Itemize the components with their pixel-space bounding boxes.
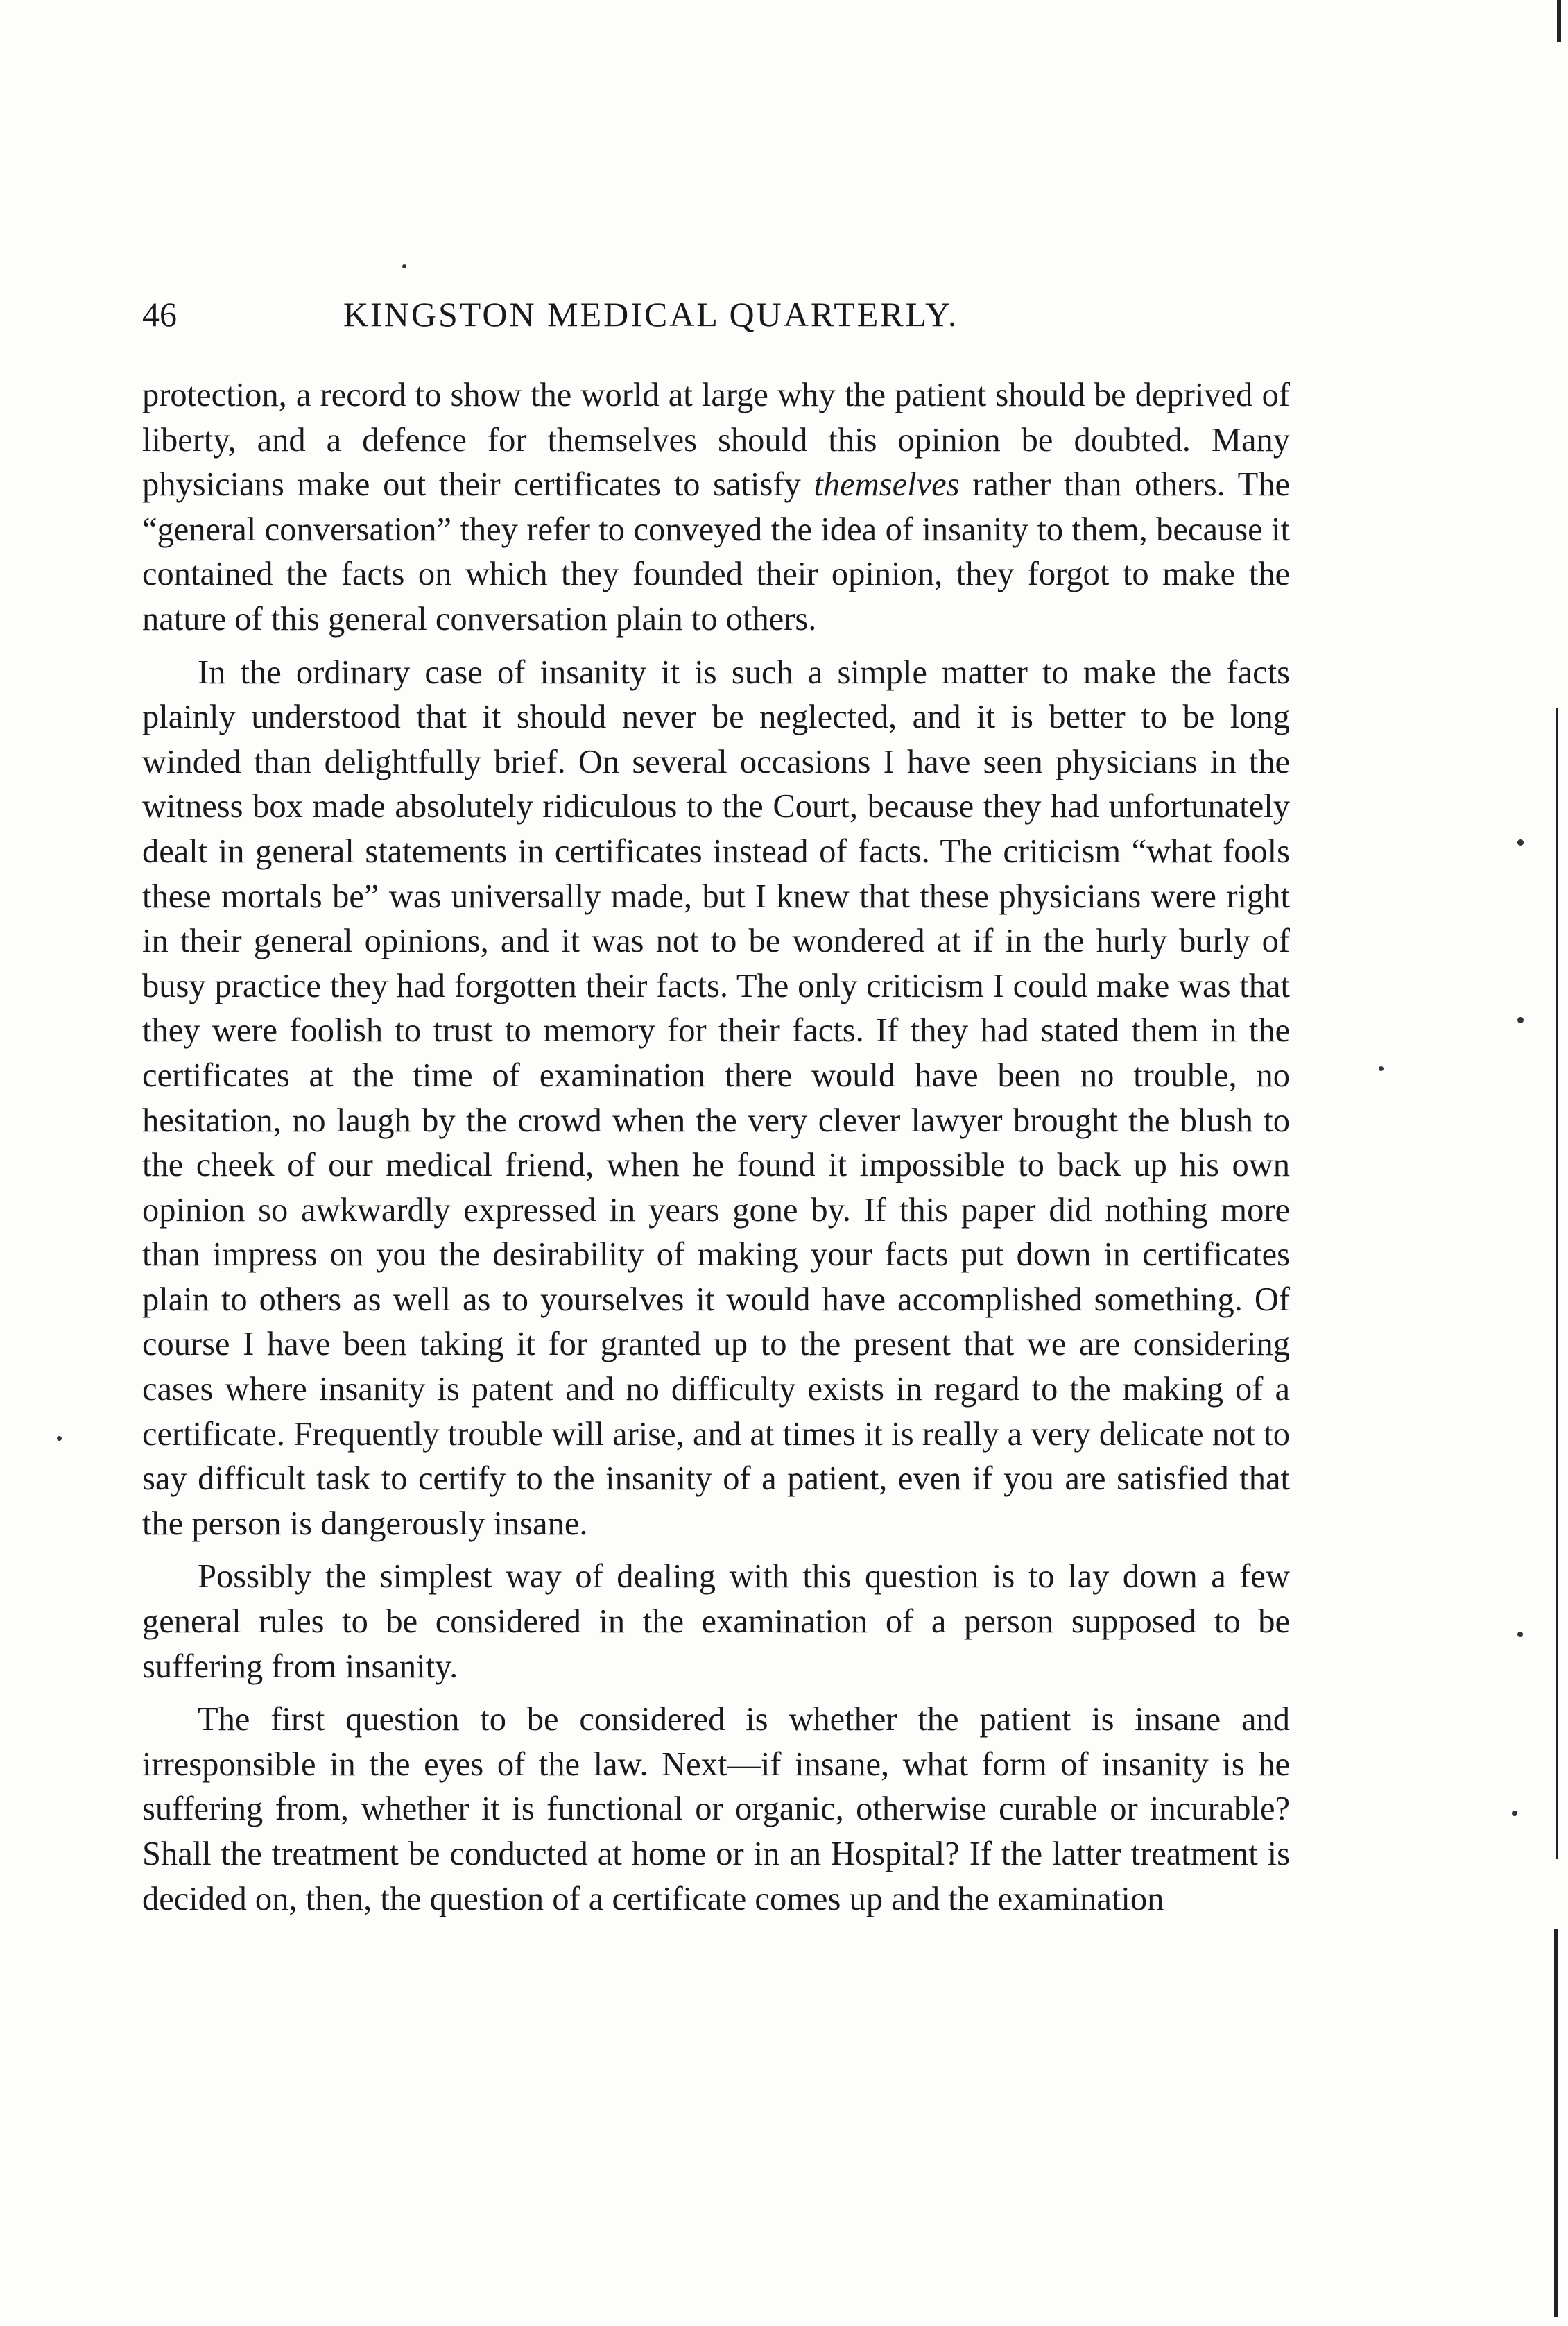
scan-speck	[1379, 1066, 1384, 1071]
paragraph-1-before: protection, a record to show the world at large why the patient should be deprived of liberty, and a defence for themselves should this opinion be doubted. Many physicians make out their certificates to satisfy	[142, 377, 1290, 504]
paragraph-2: In the ordinary case of insanity it is such a simple matter to make the facts plainly understood that it should never be neglected, and it is better to be long winded than delightfully brief. On several occasions I have seen physicians in the witness box made absolutely ridiculous to the Court, because they had unfortunately dealt in general statements in certificates instead of facts. The criticism “what fools these mortals be” was universally made, but I knew that these physicians were right in their general opinions, and it was not to be wondered at if in the hurly burly of busy practice they had forgotten their facts. The only criticism I could make was that they were foolish to trust to memory for their facts. If they had stated them in the certificates at the time of examination there would have been no trouble, no hesitation, no laugh by the crowd when the very clever lawyer brought the blush to the cheek of our medical friend, when he found it impossible to back up his own opinion so awkwardly expressed in years gone by. If this paper did nothing more than impress on you the desirability of making your facts put down in certificates plain to others as well as to yourselves it would have accomplished something. Of course I have been taking it for granted up to the present that we are considering cases where insanity is patent and no difficulty exists in regard to the making of a certificate. Frequently trouble will arise, and at times it is really a very delicate not to say difficult task to certify to the insanity of a patient, even if you are satisfied that the person is dangerously insane.	[142, 653, 1290, 1542]
scan-speck	[1517, 1017, 1524, 1023]
scan-binding-edge	[1547, 0, 1568, 2326]
paragraph-1	[142, 373, 1290, 642]
binding-shadow-top	[1557, 0, 1561, 42]
paragraph-3: Possibly the simplest way of dealing with this question is to lay down a few general rules to be considered in the examination of a person supposed to be suffering from insanity.	[142, 1558, 1290, 1685]
running-head	[142, 290, 1293, 339]
scan-speck	[402, 264, 406, 268]
journal-title: KINGSTON MEDICAL QUARTERLY.	[343, 295, 959, 334]
binding-shadow-line	[1556, 708, 1558, 1859]
body-text	[142, 373, 1290, 1922]
scan-speck	[1517, 839, 1524, 846]
scan-speck	[1517, 1632, 1523, 1637]
paragraph-1-emphasis: themselves	[813, 466, 960, 504]
paragraph-4: The first question to be considered is whether the patient is insane and irresponsible in the eyes of the law. Next—if insane, what form of insanity is he suffering from, whether it is functional or organic, otherwise curable or incurable? Shall the treatment be conducted at home or in an Hospital? If the latter treatment is decided on, then, the question of a certificate comes up and the examination	[142, 1701, 1290, 1917]
scan-speck	[1512, 1811, 1517, 1816]
paragraph-1-after: rather than others. The “general conversation” they refer to conveyed the idea of insanity to them, because it contained the facts on which they founded their opinion, they forgot to make the nature of this general conversation plain to others.	[142, 466, 1290, 638]
scan-speck	[57, 1436, 62, 1441]
binding-shadow-line-lower	[1554, 1929, 1558, 2317]
page-number: 46	[142, 295, 177, 334]
